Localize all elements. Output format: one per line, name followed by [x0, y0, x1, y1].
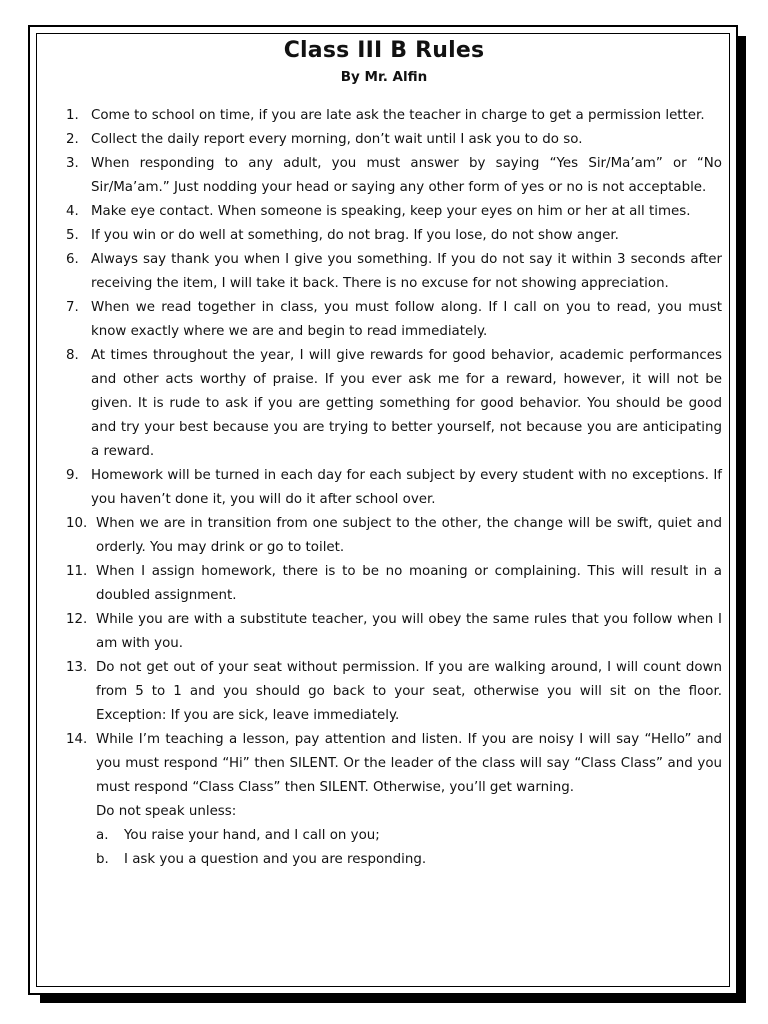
rule-item	[66, 560, 722, 608]
rule-item	[66, 608, 722, 656]
rule-item	[66, 224, 722, 248]
rule-text: When responding to any adult, you must answer by saying “Yes Sir/Ma’am” or “No Sir/Ma’am.” Just nodding your head or saying any other form of yes or no is not acceptable.	[91, 156, 722, 195]
rule-text: While you are with a substitute teacher, you will obey the same rules that you follow when I am with you.	[96, 612, 722, 651]
rule-number: 13.	[66, 660, 88, 675]
rule-number: 8.	[66, 348, 79, 363]
border-shadow-right	[738, 36, 746, 1003]
border-shadow-bottom	[40, 995, 746, 1003]
rule-item	[66, 656, 722, 728]
rule-item	[66, 104, 722, 128]
rule-item	[66, 200, 722, 224]
rule-text: If you win or do well at something, do not brag. If you lose, do not show anger.	[91, 228, 619, 243]
subitem-letter: b.	[96, 852, 109, 867]
rule-number: 9.	[66, 468, 79, 483]
rule-text: Always say thank you when I give you something. If you do not say it within 3 seconds after receiving the item, I will take it back. There is no excuse for not showing appreciation.	[91, 252, 722, 291]
rule-text: When I assign homework, there is to be no moaning or complaining. This will result in a doubled assignment.	[96, 564, 722, 603]
rule-text: When we read together in class, you must follow along. If I call on you to read, you must know exactly where we are and begin to read immediately.	[91, 300, 722, 339]
rule-text: Come to school on time, if you are late ask the teacher in charge to get a permission letter.	[91, 108, 705, 123]
subitem-text: You raise your hand, and I call on you;	[124, 828, 380, 843]
rule-text: Make eye contact. When someone is speaking, keep your eyes on him or her at all times.	[91, 204, 691, 219]
document-author: By Mr. Alfin	[340, 69, 428, 85]
rule-number: 10.	[66, 516, 88, 531]
rule-number: 4.	[66, 204, 79, 219]
rule14-subitem	[66, 848, 722, 872]
rule14-subitem	[66, 824, 722, 848]
rule-text: When we are in transition from one subject to the other, the change will be swift, quiet and orderly. You may drink or go to toilet.	[96, 516, 722, 555]
rule-number: 5.	[66, 228, 79, 243]
rule-item	[66, 344, 722, 464]
rule-item	[66, 248, 722, 296]
rule-number: 11.	[66, 564, 88, 579]
rule-number: 7.	[66, 300, 79, 315]
document-title: Class III B Rules	[283, 38, 485, 63]
rules-list	[66, 104, 722, 872]
subitem-letter: a.	[96, 828, 109, 843]
rule-number: 6.	[66, 252, 79, 267]
rule-text: At times throughout the year, I will give rewards for good behavior, academic performances and other acts worthy of praise. If you ever ask me for a reward, however, it will not be given. It is rude to ask if you are getting something for good behavior. You should be good and try your best because you are trying to better yourself, not because you are anticipating a reward.	[91, 348, 722, 459]
rule-text: Collect the daily report every morning, don’t wait until I ask you to do so.	[91, 132, 583, 147]
rule-number: 14.	[66, 732, 88, 747]
rule-text: Homework will be turned in each day for each subject by every student with no exceptions. If you haven’t done it, you will do it after school over.	[91, 468, 722, 507]
rule-number: 1.	[66, 108, 79, 123]
rule-number: 12.	[66, 612, 88, 627]
subitem-text: I ask you a question and you are responding.	[124, 852, 427, 867]
rule-item	[66, 152, 722, 200]
rule-text: Do not get out of your seat without permission. If you are walking around, I will count down from 5 to 1 and you should go back to your seat, otherwise you will sit on the floor. Exception: If you are sick, leave immediately.	[96, 660, 722, 723]
rule-item	[66, 128, 722, 152]
rule-item	[66, 512, 722, 560]
rule-text: While I’m teaching a lesson, pay attention and listen. If you are noisy I will say “Hello” and you must respond “Hi” then SILENT. Or the leader of the class will say “Class Class” and you must respond “Class Class” then SILENT. Otherwise, you’ll get warning.	[96, 732, 722, 795]
rule-number: 3.	[66, 156, 79, 171]
rule-item	[66, 728, 722, 800]
rule14-intro: Do not speak unless:	[96, 804, 237, 819]
rule-item	[66, 296, 722, 344]
rule-item	[66, 464, 722, 512]
rule-number: 2.	[66, 132, 79, 147]
